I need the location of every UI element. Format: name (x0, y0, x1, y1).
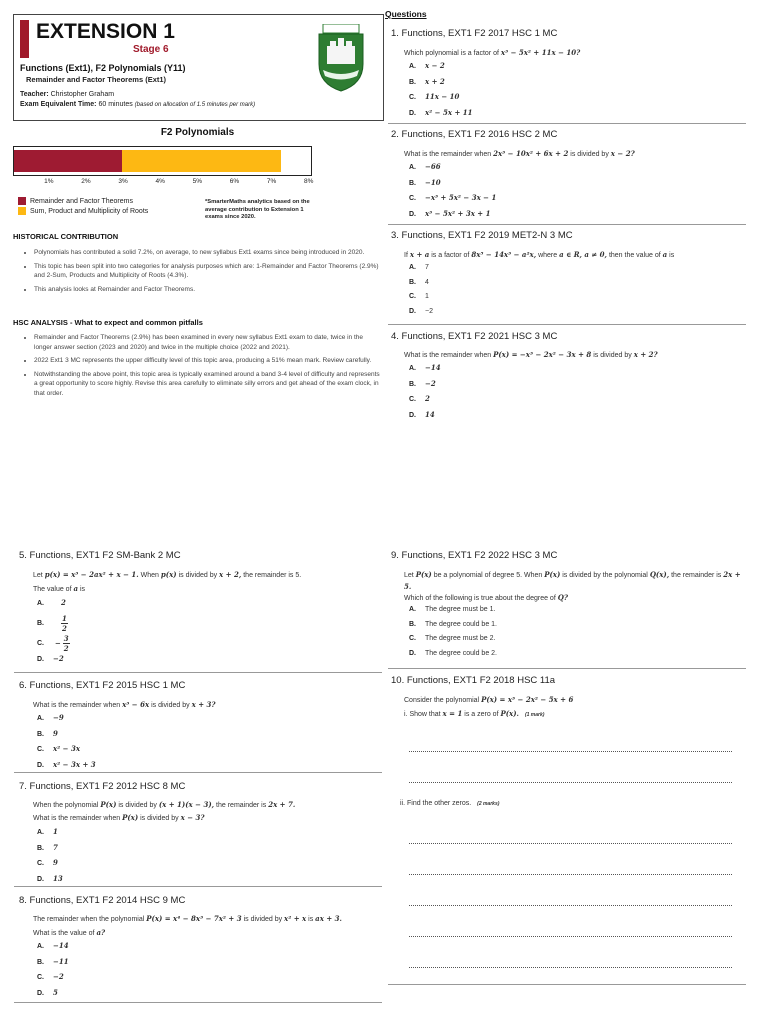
q1-divider (388, 123, 746, 124)
q7-heading: 7. Functions, EXT1 F2 2012 HSC 8 MC (19, 781, 186, 792)
q9-b-text: The degree could be 1. (425, 620, 497, 628)
q3-text4: then the value of (608, 252, 661, 259)
q10-part1b-text: is a zero of (464, 711, 499, 718)
q2-stem (404, 148, 635, 160)
q4-option-d[interactable] (409, 408, 441, 424)
q7-stem (33, 799, 295, 811)
q5-b-num: 1 (61, 614, 67, 623)
q3-expr2: 8x⁵ − 14x³ − a²x, (471, 250, 537, 259)
q7-options (37, 825, 63, 887)
q9-text4: the remainder is (671, 572, 722, 579)
q4-text: What is the remainder when (404, 352, 492, 359)
q3-text: If (404, 252, 408, 259)
time-note: (based on allocation of 1.5 minutes per mark) (134, 102, 256, 108)
q10-marks2: (2 marks) (477, 801, 500, 807)
q5-expr: p(x) = x³ − 2ax² + x − 1. (44, 570, 139, 579)
q5-line2: The value of (33, 586, 72, 593)
q4-expr: P(x) = −x³ − 2x² − 3x + 8 (493, 350, 592, 359)
legend-swatch-yellow (18, 207, 26, 215)
q6-d-text: x² − 3x + 3 (53, 759, 96, 769)
q7-b-label: B. (37, 844, 44, 852)
x-tick-8: 8% (304, 178, 314, 185)
q5-a-label: A. (37, 600, 44, 607)
q7-line2b: is divided by (140, 815, 179, 822)
q1-a-label: A. (409, 63, 416, 70)
q2-c-label: C. (409, 195, 416, 202)
q4-option-a[interactable] (409, 361, 441, 377)
q5-b-label: B. (37, 620, 44, 628)
q2-option-d[interactable] (409, 207, 496, 223)
q4-options (409, 361, 441, 423)
q5-option-a[interactable] (37, 596, 66, 612)
q6-b-label: B. (37, 730, 44, 738)
legend-item-1 (18, 197, 148, 207)
q9-option-c[interactable] (409, 632, 497, 647)
q8-options (37, 939, 69, 1001)
q1-expr: x³ − 5x² + 11x − 10? (500, 48, 581, 57)
q6-d-label: D. (37, 761, 44, 769)
q5-text2: When (140, 572, 159, 579)
q5-heading: 5. Functions, EXT1 F2 SM-Bank 2 MC (19, 550, 181, 561)
teacher-name: Christopher Graham (50, 91, 115, 98)
q1-d-text: x² − 5x + 11 (425, 107, 473, 117)
q5-stem-line2 (33, 583, 85, 595)
q9-text2: be a polynomial of degree 5. When (433, 572, 543, 579)
q6-options (37, 711, 96, 773)
chart-x-ticks (13, 178, 314, 188)
stage-label: Stage 6 (133, 44, 169, 55)
q8-divider (14, 1002, 382, 1003)
q8-c-text: −2 (53, 972, 64, 981)
bar-sum-product-roots (122, 150, 282, 172)
school-crest-logo (313, 24, 369, 97)
chart-area (13, 146, 312, 176)
q7-d-label: D. (37, 875, 44, 883)
q7-expr4: P(x) (122, 813, 139, 822)
q4-heading: 4. Functions, EXT1 F2 2021 HSC 3 MC (391, 331, 558, 342)
q3-heading: 3. Functions, EXT1 F2 2019 MET2-N 3 MC (391, 230, 573, 241)
q4-b-label: B. (409, 380, 416, 388)
q3-expr3: a ∈ R, a ≠ 0, (559, 250, 607, 259)
time-label: Exam Equivalent Time: (20, 101, 97, 108)
teacher-label: Teacher: (20, 91, 49, 98)
q2-a-label: A. (409, 164, 416, 171)
q10-expr: P(x) = x³ − 2x² − 5x + 6 (481, 695, 574, 704)
q7-a-text: 1 (53, 827, 58, 836)
q8-option-b[interactable] (37, 955, 69, 971)
q3-option-c[interactable] (409, 290, 433, 305)
q2-heading: 2. Functions, EXT1 F2 2016 HSC 2 MC (391, 129, 558, 140)
chart-legend (18, 197, 148, 216)
q1-option-d[interactable] (409, 106, 473, 122)
legend-swatch-red (18, 197, 26, 205)
historical-bullet-2: • This topic has been split into two categories for analysis purposes which are: 1-Remainder and Factor Theorems (2.9%) and 2-Sum, Products and Multiplicity of Roots (4.3%). (34, 262, 380, 281)
q5-b-fraction (61, 614, 68, 633)
q2-options (409, 160, 496, 222)
q1-c-text: 11x − 10 (425, 92, 460, 101)
q5-option-b[interactable] (37, 614, 68, 633)
q4-a-label: A. (409, 365, 416, 372)
q2-expr: 2x³ − 10x² + 6x + 2 (493, 149, 569, 158)
q5-a-text: 2 (61, 598, 66, 607)
x-tick-3: 3% (118, 178, 128, 185)
q9-d-text: The degree could be 2. (425, 649, 497, 657)
q2-d-label: D. (409, 210, 416, 218)
q7-option-b[interactable] (37, 841, 63, 857)
analysis-bullet-2: • 2022 Ext1 3 MC represents the upper difficulty level of this topic area, producing a 51% mean mark. Review carefully. (34, 356, 382, 366)
q5-text3: is divided by (178, 572, 218, 579)
q10-text: Consider the polynomial (404, 697, 480, 704)
q2-expr2: x − 2? (610, 149, 635, 158)
q9-a-text: The degree must be 1. (425, 606, 496, 613)
q10-marks1: (1 mark) (524, 712, 545, 718)
q7-option-c[interactable] (37, 856, 63, 872)
q8-expr4: a? (96, 928, 106, 937)
course-title: Functions (Ext1), F2 Polynomials (Y11) (20, 63, 186, 73)
q1-option-c[interactable] (409, 90, 473, 106)
q5-d-text: −2 (53, 654, 64, 663)
q8-text3: is (308, 916, 314, 923)
q7-option-d[interactable] (37, 872, 63, 888)
q3-stem (404, 249, 674, 261)
q4-c-label: C. (409, 396, 416, 403)
q1-options (409, 59, 473, 121)
q2-option-a[interactable] (409, 160, 496, 176)
q1-stem (404, 47, 580, 59)
q9-a-label: A. (409, 606, 416, 613)
answer-line-3[interactable] (409, 843, 732, 844)
q1-b-text: x + 2 (425, 76, 445, 86)
q1-option-b[interactable] (409, 75, 473, 91)
historical-list (20, 248, 380, 298)
answer-line-7[interactable] (409, 967, 732, 968)
q9-c-text: The degree must be 2. (425, 635, 496, 642)
time-value: 60 minutes (98, 101, 133, 108)
q8-d-text: 5 (53, 987, 58, 997)
q3-option-b[interactable] (409, 276, 433, 291)
q6-b-text: 9 (53, 728, 58, 738)
q7-b-text: 7 (53, 842, 58, 852)
q9-c-label: C. (409, 635, 416, 642)
q1-d-label: D. (409, 109, 416, 117)
q10-heading: 10. Functions, EXT1 F2 2018 HSC 11a (391, 675, 556, 686)
q8-b-text: −11 (53, 956, 69, 966)
q6-c-text: x² − 3x (53, 744, 81, 753)
q9-text3: is divided by the polynomial (562, 572, 648, 579)
historical-bullet-3: • This analysis looks at Remainder and Factor Theorems. (34, 285, 380, 295)
analysis-heading: HSC ANALYSIS - What to expect and common pitfalls (13, 318, 203, 327)
q6-a-text: −9 (53, 713, 64, 722)
q2-b-label: B. (409, 179, 416, 187)
answer-line-5[interactable] (409, 905, 732, 906)
q9-expr4: 2x + 5. (404, 570, 741, 591)
q8-option-a[interactable] (37, 939, 69, 955)
q10-stem (404, 694, 573, 706)
historical-heading: HISTORICAL CONTRIBUTION (13, 232, 119, 241)
q1-a-text: x − 2 (425, 61, 445, 70)
q6-text2: is divided by (151, 702, 190, 709)
q6-option-b[interactable] (37, 727, 96, 743)
q8-heading: 8. Functions, EXT1 F2 2014 HSC 9 MC (19, 895, 186, 906)
q4-c-text: 2 (425, 394, 430, 403)
q4-b-text: −2 (425, 378, 436, 388)
q8-a-text: −14 (53, 941, 69, 950)
q9-option-d[interactable] (409, 647, 497, 662)
q8-text2: is divided by (243, 916, 283, 923)
q10-divider (388, 984, 746, 985)
answer-line-4[interactable] (409, 874, 732, 875)
q7-line2: What is the remainder when (33, 815, 121, 822)
q7-a-label: A. (37, 829, 44, 836)
q5-text4: the remainder is 5. (243, 572, 302, 579)
q6-divider (14, 772, 382, 773)
chart-title: F2 Polynomials (160, 127, 235, 138)
q4-option-c[interactable] (409, 392, 441, 408)
q3-expr: x + a (409, 250, 430, 259)
q5-c-num: 3 (63, 634, 69, 643)
q5-c-sign: − (54, 638, 61, 648)
q5-stem (33, 569, 301, 581)
q9-options (409, 603, 497, 661)
q5-d-label: D. (37, 656, 44, 663)
q5-c-den: 2 (63, 644, 69, 653)
q4-d-label: D. (409, 411, 416, 419)
analysis-bullet-3: • Notwithstanding the above point, this topic area is typically examined around a band 3-4 level of difficulty and represents a great opportunity to score highly. Revise this area carefully to eliminate silly errors and get ahead of the exam clock, in that order. (34, 370, 382, 399)
q1-option-a[interactable] (409, 59, 473, 75)
q9-option-b[interactable] (409, 618, 497, 633)
bar-remainder-factor (14, 150, 122, 172)
q1-c-label: C. (409, 94, 416, 101)
q5-c-label: C. (37, 640, 44, 648)
q9-d-label: D. (409, 649, 416, 657)
q6-option-d[interactable] (37, 758, 96, 774)
q9-expr: P(x) (415, 570, 432, 579)
q8-d-label: D. (37, 989, 44, 997)
q5-expr5: a (73, 584, 79, 593)
legend-label-1: Remainder and Factor Theorems (30, 198, 133, 205)
x-tick-1: 1% (44, 178, 54, 185)
q8-a-label: A. (37, 943, 44, 950)
q3-divider (388, 324, 746, 325)
q1-b-label: B. (409, 78, 416, 86)
x-tick-4: 4% (155, 178, 165, 185)
q3-option-a[interactable] (409, 261, 433, 276)
q2-text: What is the remainder when (404, 151, 492, 158)
q9-stem (404, 569, 749, 593)
q3-text2: is a factor of (431, 252, 470, 259)
answer-line-2[interactable] (409, 782, 732, 783)
q7-text3: the remainder is (216, 802, 267, 809)
q6-text: What is the remainder when (33, 702, 121, 709)
title-accent-bar (20, 20, 29, 58)
q7-d-text: 13 (53, 873, 63, 883)
q7-option-a[interactable] (37, 825, 63, 841)
q10-part1-expr: x = 1 (442, 709, 463, 718)
x-tick-5: 5% (192, 178, 203, 185)
q6-heading: 6. Functions, EXT1 F2 2015 HSC 1 MC (19, 680, 186, 691)
q10-part1-expr2: P(x). (500, 709, 519, 718)
q3-options (409, 261, 433, 319)
q2-divider (388, 224, 746, 225)
q3-c-label: C. (409, 293, 416, 300)
q5-divider (14, 672, 382, 673)
answer-line-6[interactable] (409, 936, 732, 937)
q4-a-text: −14 (425, 363, 441, 372)
q8-option-d[interactable] (37, 986, 69, 1002)
q1-heading: 1. Functions, EXT1 F2 2017 HSC 1 MC (391, 28, 558, 39)
q5-line2b: is (79, 586, 86, 593)
q6-option-a[interactable] (37, 711, 96, 727)
q3-text3: where (538, 252, 558, 259)
q7-text2: is divided by (118, 802, 157, 809)
q9-divider (388, 668, 746, 669)
x-tick-6: 6% (229, 178, 240, 185)
q3-text5: is (669, 252, 675, 259)
q10-part-i (404, 708, 544, 721)
q4-expr2: x + 2? (633, 350, 658, 359)
q5-text: Let (33, 572, 43, 579)
q3-c-text: 1 (425, 293, 429, 300)
q9-expr2: P(x) (544, 570, 561, 579)
q3-d-label: D. (409, 307, 416, 315)
q2-text2: is divided by (570, 151, 609, 158)
q8-option-c[interactable] (37, 970, 69, 986)
q5-expr2: p(x) (160, 570, 177, 579)
legend-label-2: Sum, Product and Multiplicity of Roots (30, 207, 149, 215)
historical-bullet-1: • Polynomials has contributed a solid 7.2%, on average, to new syllabus Ext1 exams since being introduced in 2020. (34, 248, 380, 258)
q6-option-c[interactable] (37, 742, 96, 758)
q2-b-text: −10 (425, 177, 441, 187)
questions-heading: Questions (385, 9, 427, 19)
q2-c-text: −x³ + 5x² − 3x − 1 (425, 193, 497, 202)
q4-d-text: 14 (425, 409, 435, 419)
q10-part2-text: ii. Find the other zeros. (400, 800, 472, 807)
q1-text: Which polynomial is a factor of (404, 50, 499, 57)
analysis-list (20, 333, 382, 402)
q3-b-text: 4 (425, 278, 429, 286)
q5-c-fraction (63, 634, 70, 653)
q3-d-text: −2 (425, 307, 433, 315)
q6-stem (33, 699, 215, 711)
q9-text: Let (404, 572, 414, 579)
q3-expr4: a (662, 250, 668, 259)
q3-option-d[interactable] (409, 305, 433, 320)
q9-expr5: Q? (557, 593, 568, 602)
q7-divider (14, 886, 382, 887)
q6-expr: x³ − 6x (122, 700, 150, 709)
q8-stem-line2 (33, 927, 105, 939)
q6-expr2: x + 3? (191, 700, 216, 709)
q9-expr3: Q(x), (649, 570, 670, 579)
q5-option-c[interactable] (37, 634, 70, 653)
exam-time-line (20, 100, 255, 110)
q7-stem-line2 (33, 812, 205, 824)
x-tick-2: 2% (81, 178, 91, 185)
q9-option-a[interactable] (409, 603, 497, 618)
q3-a-label: A. (409, 264, 416, 271)
q2-d-text: x³ − 5x² + 3x + 1 (425, 208, 491, 218)
q4-option-b[interactable] (409, 377, 441, 393)
teacher-line (20, 90, 114, 100)
q5-b-den: 2 (61, 624, 67, 633)
answer-line-1[interactable] (409, 751, 732, 752)
q9-heading: 9. Functions, EXT1 F2 2022 HSC 3 MC (391, 550, 558, 561)
q7-c-label: C. (37, 860, 44, 867)
x-tick-7: 7% (266, 178, 277, 185)
q8-expr: P(x) = x⁴ − 8x³ − 7x² + 3 (146, 914, 242, 923)
analysis-bullet-1: • Remainder and Factor Theorems (2.9%) has been examined in every new syllabus Ext1 exam to date, twice in the longer answer section (2023 and 2020) and twice in the multiple choice (2022 and 2021). (34, 333, 382, 352)
q8-expr2: x² + x (284, 914, 307, 923)
q3-a-text: 7 (425, 264, 429, 271)
q5-expr3: x + 2, (219, 570, 242, 579)
q4-stem (404, 349, 658, 361)
q8-stem (33, 913, 342, 925)
q7-text: When the polynomial (33, 802, 99, 809)
q10-part1-text: i. Show that (404, 711, 441, 718)
page-title: EXTENSION 1 (36, 20, 175, 43)
q6-a-label: A. (37, 715, 44, 722)
q8-text: The remainder when the polynomial (33, 916, 145, 923)
q2-option-c[interactable] (409, 191, 496, 207)
q8-line2: What is the value of (33, 930, 95, 937)
q8-expr3: ax + 3. (315, 914, 342, 923)
q6-c-label: C. (37, 746, 44, 753)
q9-line2: Which of the following is true about the degree of (404, 595, 556, 602)
chart-note: *SmarterMaths analytics based on the average contribution to Extension 1 exams since 2020. (205, 199, 310, 220)
q7-expr: P(x) (100, 800, 117, 809)
q7-c-text: 9 (53, 858, 58, 867)
q2-a-text: −66 (425, 162, 441, 171)
q3-b-label: B. (409, 278, 416, 286)
q9-b-label: B. (409, 620, 416, 628)
q8-c-label: C. (37, 974, 44, 981)
legend-item-2 (18, 207, 148, 217)
q2-option-b[interactable] (409, 176, 496, 192)
q7-expr3: 2x + 7. (268, 800, 296, 809)
q4-text2: is divided by (593, 352, 632, 359)
q7-expr2: (x + 1)(x − 3), (158, 800, 215, 809)
q8-b-label: B. (37, 958, 44, 966)
q7-expr5: x − 3? (180, 813, 205, 822)
subtopic-title: Remainder and Factor Theorems (Ext1) (26, 75, 167, 84)
q10-part-ii (400, 798, 499, 810)
q5-option-d[interactable] (37, 652, 64, 668)
